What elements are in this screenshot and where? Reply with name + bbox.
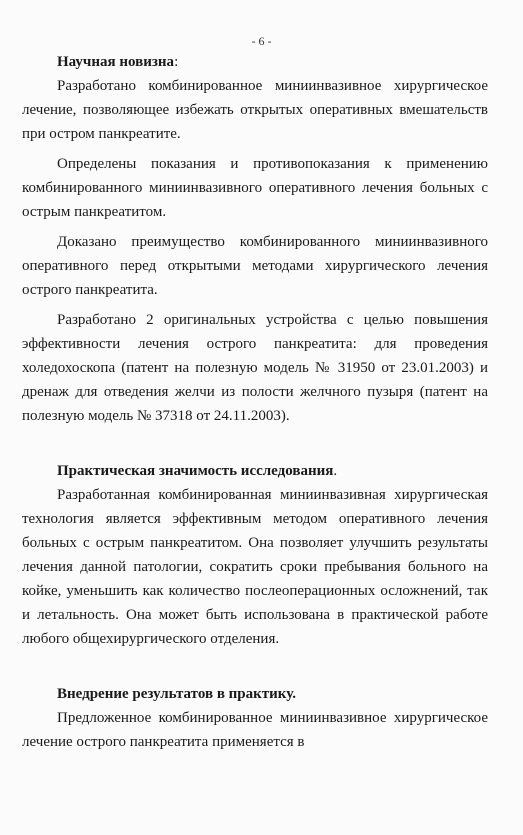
paragraph: Определены показания и противопоказания к применению комбинированного миниинвазивного оперативного лечения больных с острым панкреатитом. (22, 156, 488, 220)
paragraph: Разработано 2 оригинальных устройства с целью повышения эффективности лечения острого панкреатита: для проведения холедохоскопа (патент на полезную модель № 31950 от 23.01.2003) и дренаж для отведения желчи из полости желчного пузыря (патент на полезную модель № 37318 от 24.11.2003). (22, 312, 488, 424)
paragraph: Предложенное комбинированное миниинвазивное хирургическое лечение острого панкреатита применяется в (22, 710, 488, 750)
paragraph: Разработано комбинированное миниинвазивное хирургическое лечение, позволяющее избежать открытых оперативных вмешательств при остром панкреатите. (22, 78, 488, 142)
paragraph: Доказано преимущество комбинированного миниинвазивного оперативного перед открытыми методами хирургического лечения острого панкреатита. (22, 234, 488, 298)
page-content (22, 50, 488, 754)
section-title-practical-significance: Практическая значимость исследования. (57, 463, 338, 479)
paragraph: Разработанная комбинированная миниинвазивная хирургическая технология является эффективным методом оперативного лечения больных с острым панкреатитом. Она позволяет улучшить результаты лечения данной патологии, сократить сроки пребывания больного на койке, уменьшить как количество послеоперационных осложнений, так и летальность. Она может быть использована в практической работе любого общехирургического отделения. (22, 487, 488, 647)
section-title-novelty: Научная новизна: (57, 54, 179, 70)
section-title-implementation: Внедрение результатов в практику. (57, 686, 296, 702)
page-number: - 6 - (251, 34, 272, 48)
